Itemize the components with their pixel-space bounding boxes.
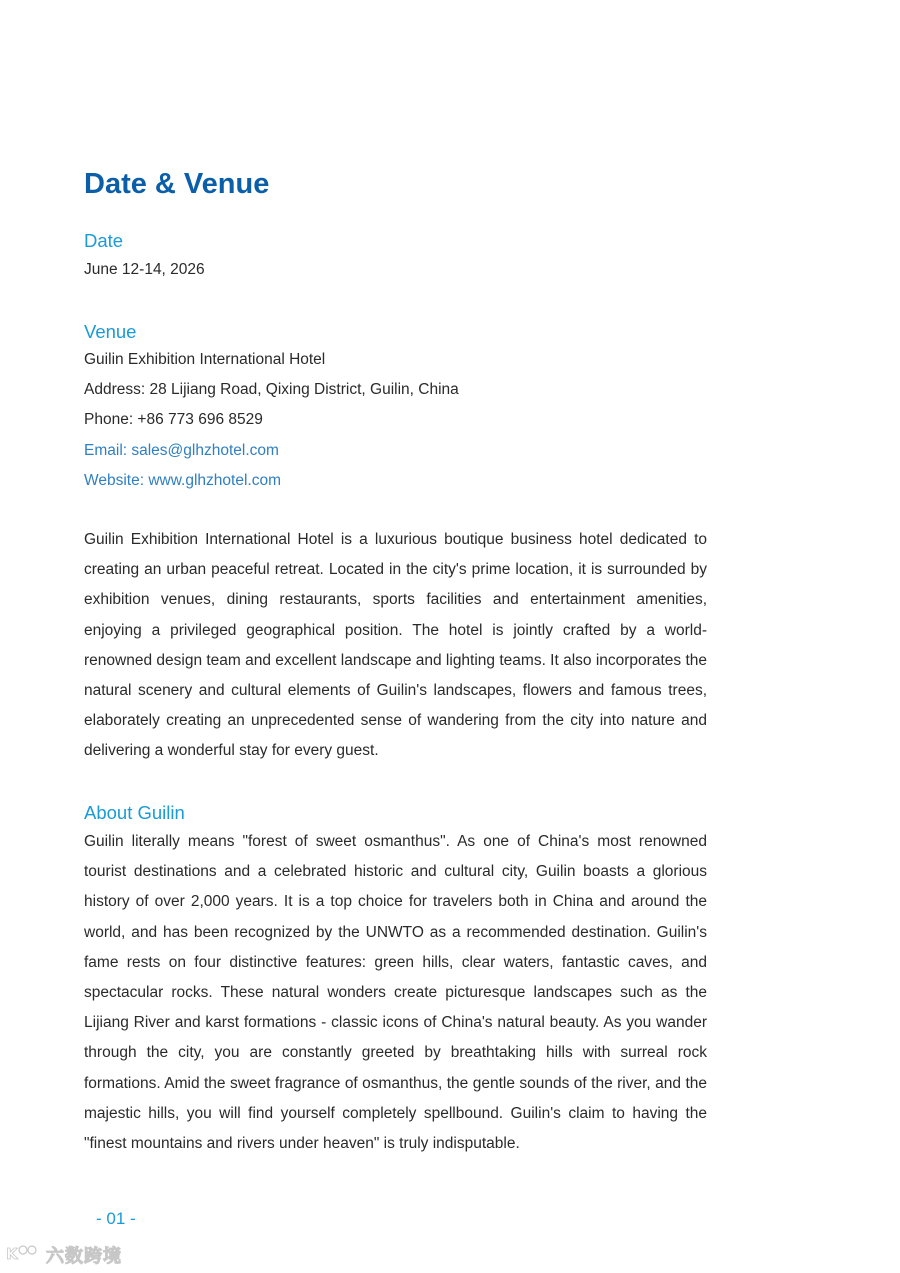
watermark — [6, 1242, 122, 1268]
event-date: June 12-14, 2026 — [84, 261, 205, 278]
about-guilin-body: Guilin literally means "forest of sweet osmanthus". As one of China's most renowned tourist destinations and a celebrated historic and cultural city, Guilin boasts a glorious history of over 2,000 years. It is a top choice for travelers both in China and around the world, and has been recognized by the UNWTO as a recommended destination. Guilin's fame rests on four distinctive features: green hills, clear waters, fantastic caves, and spectacular rocks. These natural wonders create picturesque landscapes such as the Lijiang River and karst formations - classic icons of China's natural beauty. As you wander through the city, you are constantly greeted by breathtaking hills with surreal rock formations. Amid the sweet fragrance of osmanthus, the gentle sounds of the river, and the majestic hills, you will find yourself completely spellbound. Guilin's claim to having the "finest mountains and rivers under heaven" is truly indisputable. — [84, 833, 707, 1153]
venue-phone: Phone: +86 773 696 8529 — [84, 411, 263, 428]
logo-icon — [6, 1243, 40, 1268]
about-heading: About Guilin — [84, 802, 185, 823]
page-title: Date & Venue — [84, 168, 270, 200]
date-heading: Date — [84, 230, 124, 251]
watermark-text: 六数跨境 — [46, 1246, 122, 1267]
venue-address: Address: 28 Lijiang Road, Qixing District, Guilin, China — [84, 381, 459, 398]
page-number: - 01 - — [96, 1209, 136, 1228]
venue-website-link[interactable]: Website: www.glhzhotel.com — [84, 472, 281, 489]
venue-heading: Venue — [84, 321, 137, 342]
svg-text:K: K — [6, 1244, 18, 1263]
hotel-description: Guilin Exhibition International Hotel is a luxurious boutique business hotel dedicated to creating an urban peaceful retreat. Located in the city's prime location, it is surrounded by exhibition venues, dining restaurants, sports facilities and entertainment amenities, enjoying a privileged geographical position. The hotel is jointly crafted by a world-renowned design team and excellent landscape and lighting teams. It also incorporates the natural scenery and cultural elements of Guilin's landscapes, flowers and famous trees, elaborately creating an unprecedented sense of wandering from the city into nature and delivering a wonderful stay for every guest. — [84, 531, 707, 760]
venue-email-link[interactable]: Email: sales@glhzhotel.com — [84, 442, 279, 459]
venue-name: Guilin Exhibition International Hotel — [84, 351, 326, 368]
